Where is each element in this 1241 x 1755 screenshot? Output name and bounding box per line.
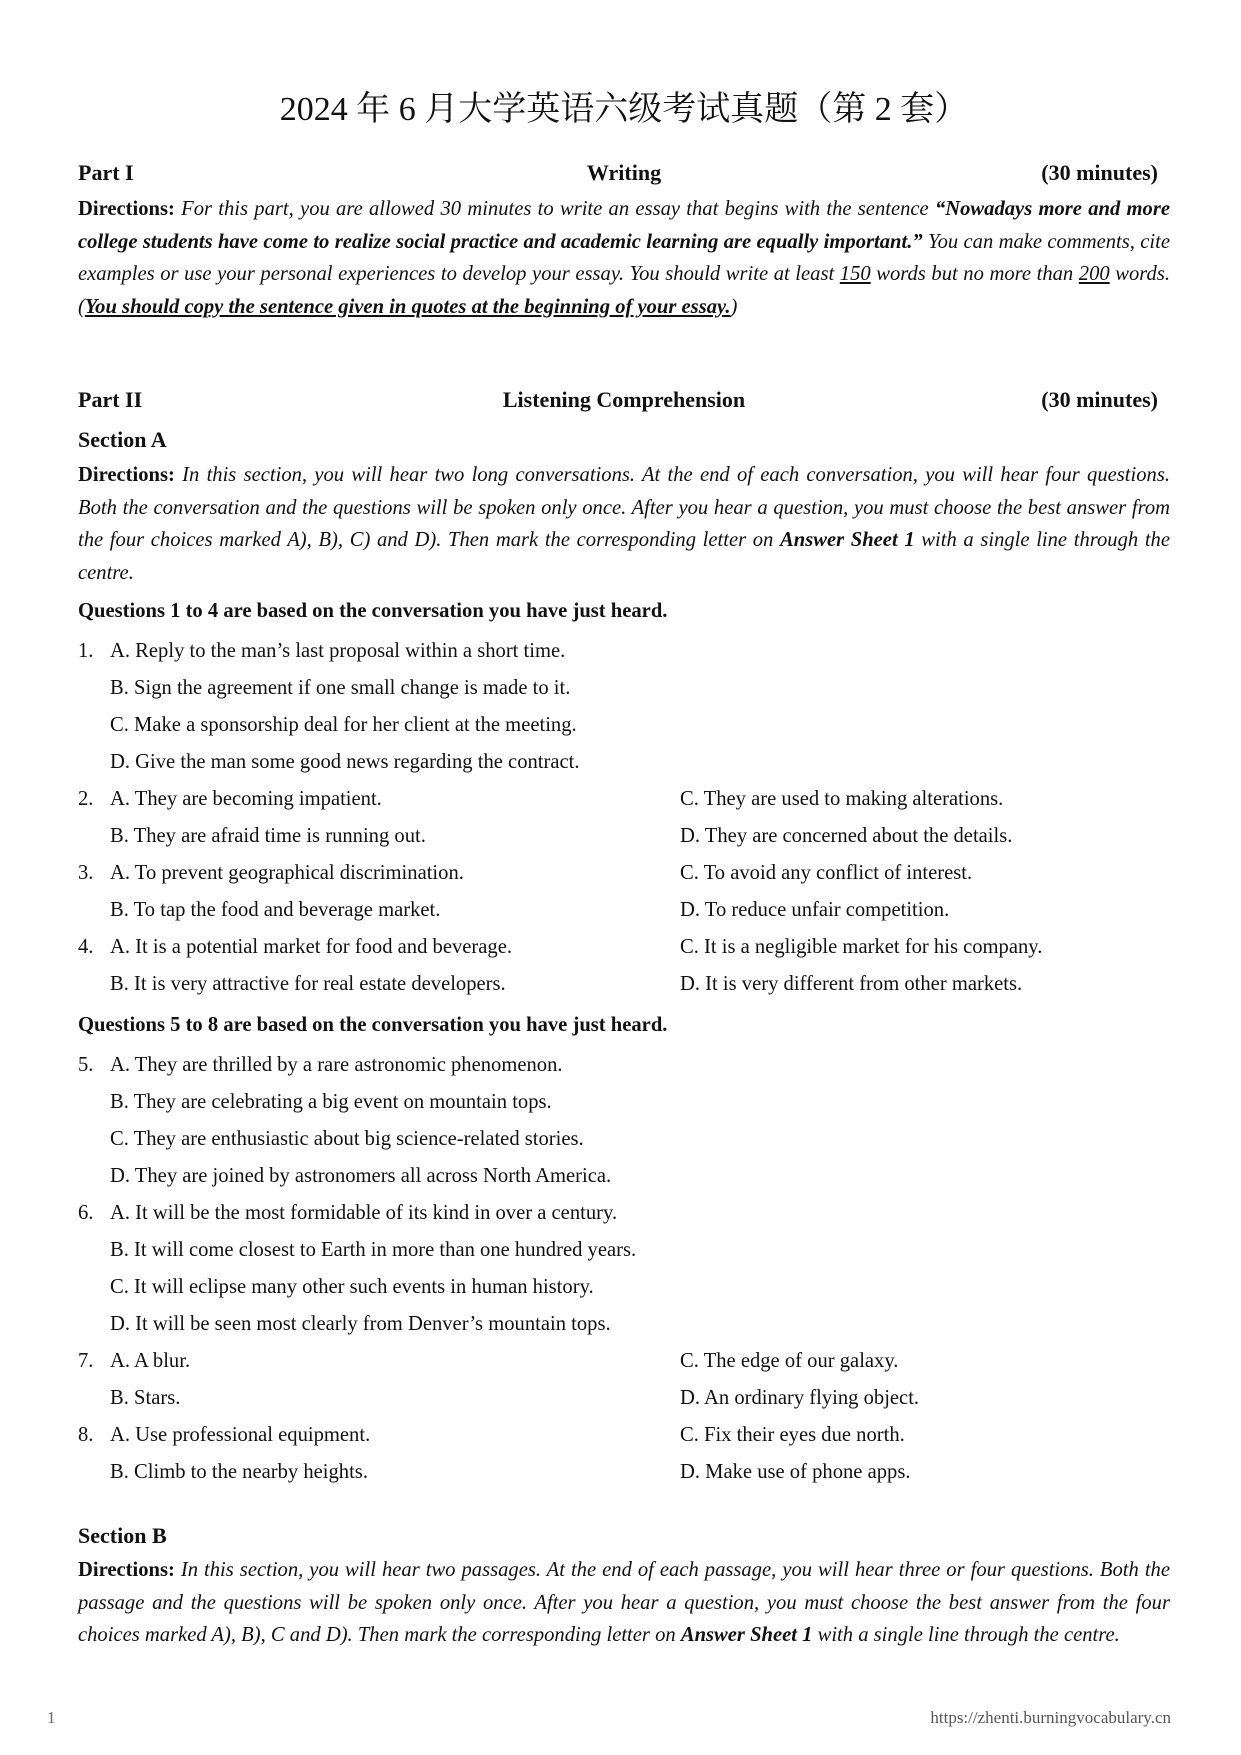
question-group-2-heading: Questions 5 to 8 are based on the conversation you have just heard. — [78, 1014, 668, 1036]
question-1-option-d: D. Give the man some good news regarding the contract. — [110, 751, 580, 773]
question-6-option-d: D. It will be seen most clearly from Denver’s mountain tops. — [110, 1313, 611, 1335]
section-a-directions: Directions: In this section, you will hear two long conversations. At the end of each conversation, you will hear four questions. Both the conversation and the questions will be spoken only once. After you hear a question, you must choose the best answer from the four choices marked A), B), C) and D). Then mark the corresponding letter on Answer Sheet 1 with a single line through the centre. — [78, 464, 1170, 584]
part-2-name: Listening Comprehension — [502, 387, 746, 412]
question-4-option-a: A. It is a potential market for food and beverage. — [110, 936, 513, 958]
answer-sheet-ref: Answer Sheet 1 — [780, 529, 915, 551]
question-1-option-a: A. Reply to the man’s last proposal within a short time. — [110, 640, 566, 662]
question-2-option-b: B. They are afraid time is running out. — [110, 825, 426, 847]
part-1-time: (30 minutes) — [1041, 160, 1158, 185]
part-1-name: Writing — [586, 160, 662, 185]
question-group-1-heading: Questions 1 to 4 are based on the conversation you have just heard. — [78, 600, 668, 622]
question-2-option-d: D. They are concerned about the details. — [680, 825, 1013, 847]
page-title: 2024 年 6 月大学英语六级考试真题（第 2 套） — [279, 91, 969, 128]
question-8-option-c: C. Fix their eyes due north. — [680, 1424, 905, 1446]
question-6-option-b: B. It will come closest to Earth in more than one hundred years. — [110, 1239, 637, 1261]
directions-label: Directions: — [78, 1559, 175, 1581]
question-7-option-b: B. Stars. — [110, 1387, 181, 1409]
directions-label: Directions: — [78, 464, 175, 486]
part-2-time: (30 minutes) — [1041, 387, 1158, 412]
question-3-option-d: D. To reduce unfair competition. — [680, 899, 950, 921]
directions-label: Directions: — [78, 198, 175, 220]
part-1-label: Part I — [78, 160, 134, 185]
section-b-title: Section B — [78, 1523, 167, 1548]
question-7-option-c: C. The edge of our galaxy. — [680, 1350, 899, 1372]
essay-prompt-quote: “Nowadays more and more college students have come to realize social practice and academic learning are equally important.” — [78, 198, 1171, 253]
question-4-option-c: C. It is a negligible market for his company. — [680, 936, 1043, 958]
question-4-option-d: D. It is very different from other markets. — [680, 973, 1023, 995]
question-1-option-b: B. Sign the agreement if one small change is made to it. — [110, 677, 571, 699]
question-5-option-c: C. They are enthusiastic about big science-related stories. — [110, 1128, 584, 1150]
question-5-option-b: B. They are celebrating a big event on mountain tops. — [110, 1091, 552, 1113]
question-3-option-a: A. To prevent geographical discrimination. — [110, 862, 464, 884]
question-6-option-c: C. It will eclipse many other such events in human history. — [110, 1276, 594, 1298]
part-1-directions: Directions: For this part, you are allowed 30 minutes to write an essay that begins with the sentence “Nowadays more and more college students have come to realize social practice and academic learning are equally important.” You can make comments, cite examples or use your personal experiences to develop your essay. You should write at least 150 words but no more than 200 words. (You should copy the sentence given in quotes at the beginning of your essay.) — [78, 198, 1171, 318]
footer-url: https://zhenti.burningvocabulary.cn — [930, 1708, 1171, 1727]
question-8-option-d: D. Make use of phone apps. — [680, 1461, 911, 1483]
question-3-option-b: B. To tap the food and beverage market. — [110, 899, 441, 921]
section-b-directions: Directions: In this section, you will hear two passages. At the end of each passage, you will hear three or four questions. Both the passage and the questions will be spoken only once. After you hear a question, you must choose the best answer from the four choices marked A), B), C and D). Then mark the corresponding letter on Answer Sheet 1 with a single line through the centre. — [78, 1559, 1170, 1646]
question-2-option-a: A. They are becoming impatient. — [110, 788, 382, 810]
page-number: 1 — [47, 1708, 56, 1727]
part-2-label: Part II — [78, 387, 143, 412]
question-7-option-a: A. A blur. — [110, 1350, 191, 1372]
question-5-option-d: D. They are joined by astronomers all across North America. — [110, 1165, 612, 1187]
question-4-option-b: B. It is very attractive for real estate developers. — [110, 973, 506, 995]
question-5-option-a: A. They are thrilled by a rare astronomic phenomenon. — [110, 1054, 563, 1076]
answer-sheet-ref: Answer Sheet 1 — [680, 1624, 813, 1646]
question-8-option-b: B. Climb to the nearby heights. — [110, 1461, 368, 1483]
question-6-option-a: A. It will be the most formidable of its kind in over a century. — [110, 1202, 618, 1224]
max-word-count: 200 — [1078, 263, 1110, 285]
question-7-option-d: D. An ordinary flying object. — [680, 1387, 920, 1409]
copy-sentence-note: You should copy the sentence given in quotes at the beginning of your essay. — [84, 295, 731, 318]
part-1-header — [78, 157, 1170, 189]
section-a-title: Section A — [78, 427, 167, 452]
part-2-header — [78, 384, 1170, 416]
min-word-count: 150 — [839, 263, 871, 285]
question-1-option-c: C. Make a sponsorship deal for her client at the meeting. — [110, 714, 577, 736]
question-3-option-c: C. To avoid any conflict of interest. — [680, 862, 973, 884]
question-8-option-a: A. Use professional equipment. — [110, 1424, 371, 1446]
question-2-option-c: C. They are used to making alterations. — [680, 788, 1004, 810]
